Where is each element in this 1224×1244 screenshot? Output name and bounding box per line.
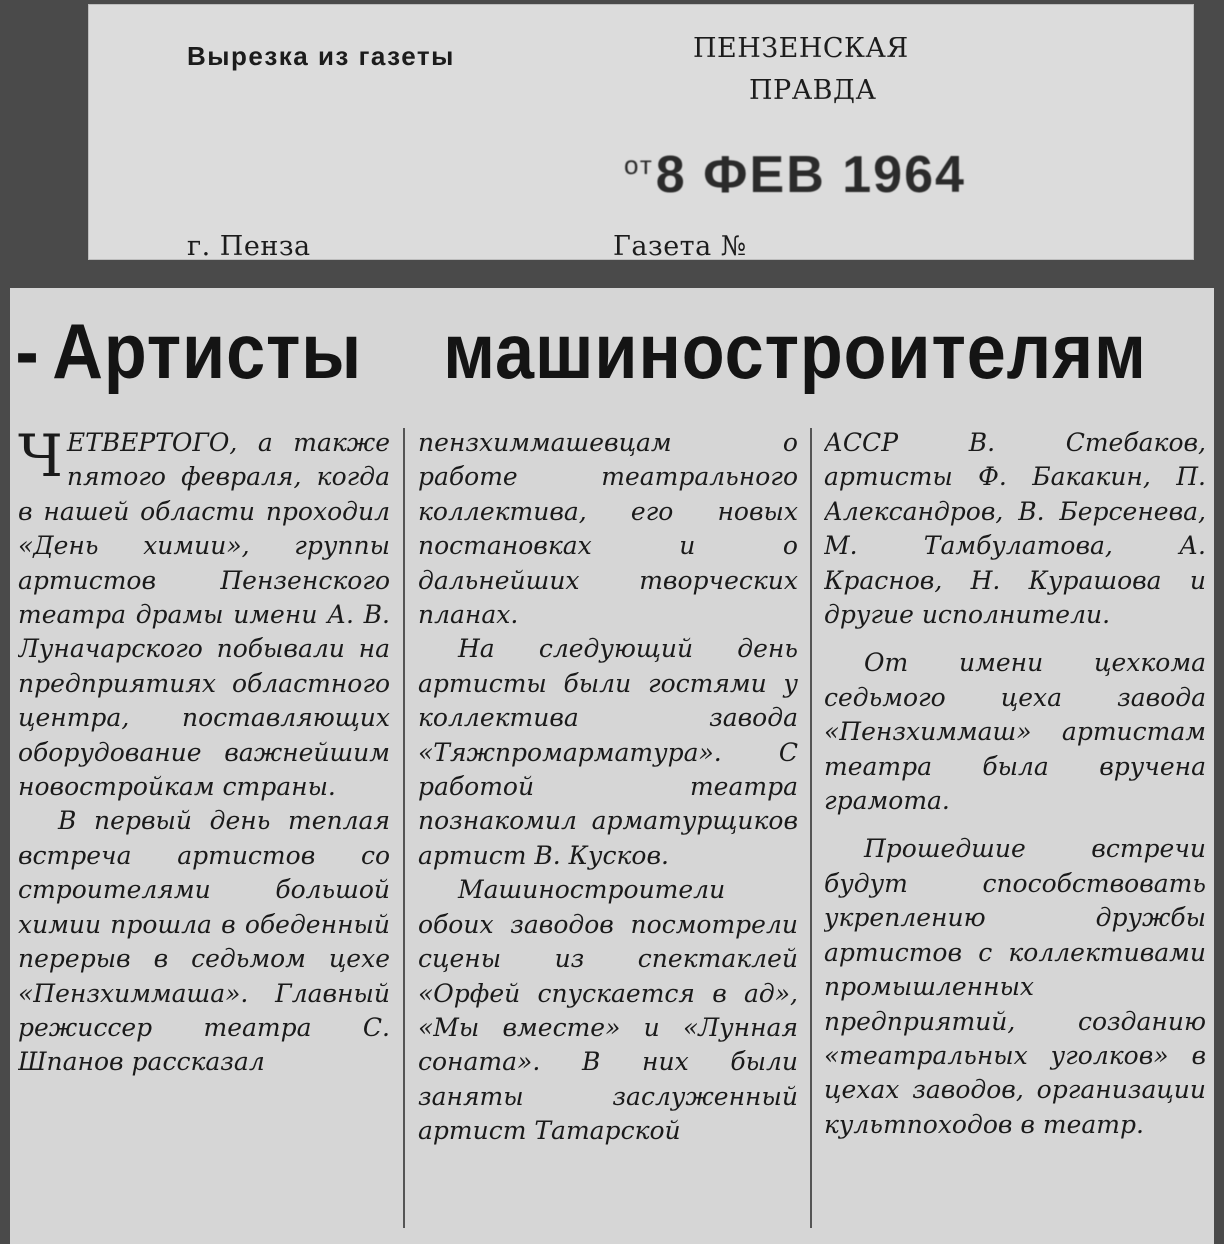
- column-rule-2: [810, 428, 812, 1228]
- headline-word-1: Артисты: [52, 307, 363, 395]
- headline-dash-left: -: [15, 307, 40, 395]
- paragraph: пензхиммашевцам о работе театрального коллектива, его новых постановках и о дальнейших творческих планах.: [418, 428, 798, 630]
- paragraph: В первый день теплая встреча артистов со строителями большой химии прошла в обеденный перерыв в седьмом цехе «Пензхиммаша». Главный режиссер театра С. Шпанов рассказал: [18, 806, 390, 1077]
- newspaper-name-line2: ПРАВДА: [749, 75, 877, 106]
- paragraph: Прошедшие встречи будут способствовать укреплению дружбы артистов с коллективами промышленных предприятий, созданию «театральных уголков» в цехах заводов, организации культпоходов в театр.: [824, 834, 1206, 1139]
- clipping-source-slip: [88, 4, 1194, 260]
- article-column-1: [18, 426, 390, 1236]
- article-column-2: [418, 426, 798, 1236]
- clipping-label: Вырезка из газеты: [187, 41, 455, 71]
- date-stamp-value: 8 ФЕВ 1964: [655, 146, 966, 204]
- paragraph: АССР В. Стебаков, артисты Ф. Бакакин, П. Александров, В. Берсенева, М. Тамбулатова, А. Краснов, Н. Курашова и другие исполнители.: [824, 428, 1206, 630]
- date-from-label: от: [624, 150, 654, 180]
- paragraph: От имени цехкома седьмого цеха завода «Пензхиммаш» артистам театра была вручена грамота.: [824, 648, 1206, 816]
- newspaper-clipping: [10, 288, 1214, 1244]
- city-label: г. Пенза: [187, 231, 311, 262]
- article-column-3: [824, 426, 1206, 1236]
- drop-cap: Ч: [18, 426, 63, 490]
- newspaper-name-line1: ПЕНЗЕНСКАЯ: [693, 33, 909, 64]
- column-rule-1: [403, 428, 405, 1228]
- headline-word-2: машиностроителям: [443, 307, 1147, 395]
- article-headline: [10, 306, 1147, 406]
- paragraph: Машиностроители обоих заводов посмотрели сцены из спектаклей «Орфей спускается в ад», «Мы вместе» и «Лунная соната». В них были заняты заслуженный артист Татарской: [418, 875, 798, 1146]
- date-stamp: [624, 145, 966, 205]
- issue-number-label: Газета №: [613, 231, 747, 262]
- paragraph: ЕТВЕРТОГО, а также пятого февраля, когда в нашей области проходил «День химии», группы артистов Пензенского театра драмы имени А. В. Луначарского побывали на предприятиях областного центра, поставляющих оборудование важнейшим новостройкам страны.: [18, 428, 390, 802]
- paragraph: На следующий день артисты были гостями у коллектива завода «Тяжпромарматура». С работой театра познакомил арматурщиков артист В. Кусков.: [418, 634, 798, 870]
